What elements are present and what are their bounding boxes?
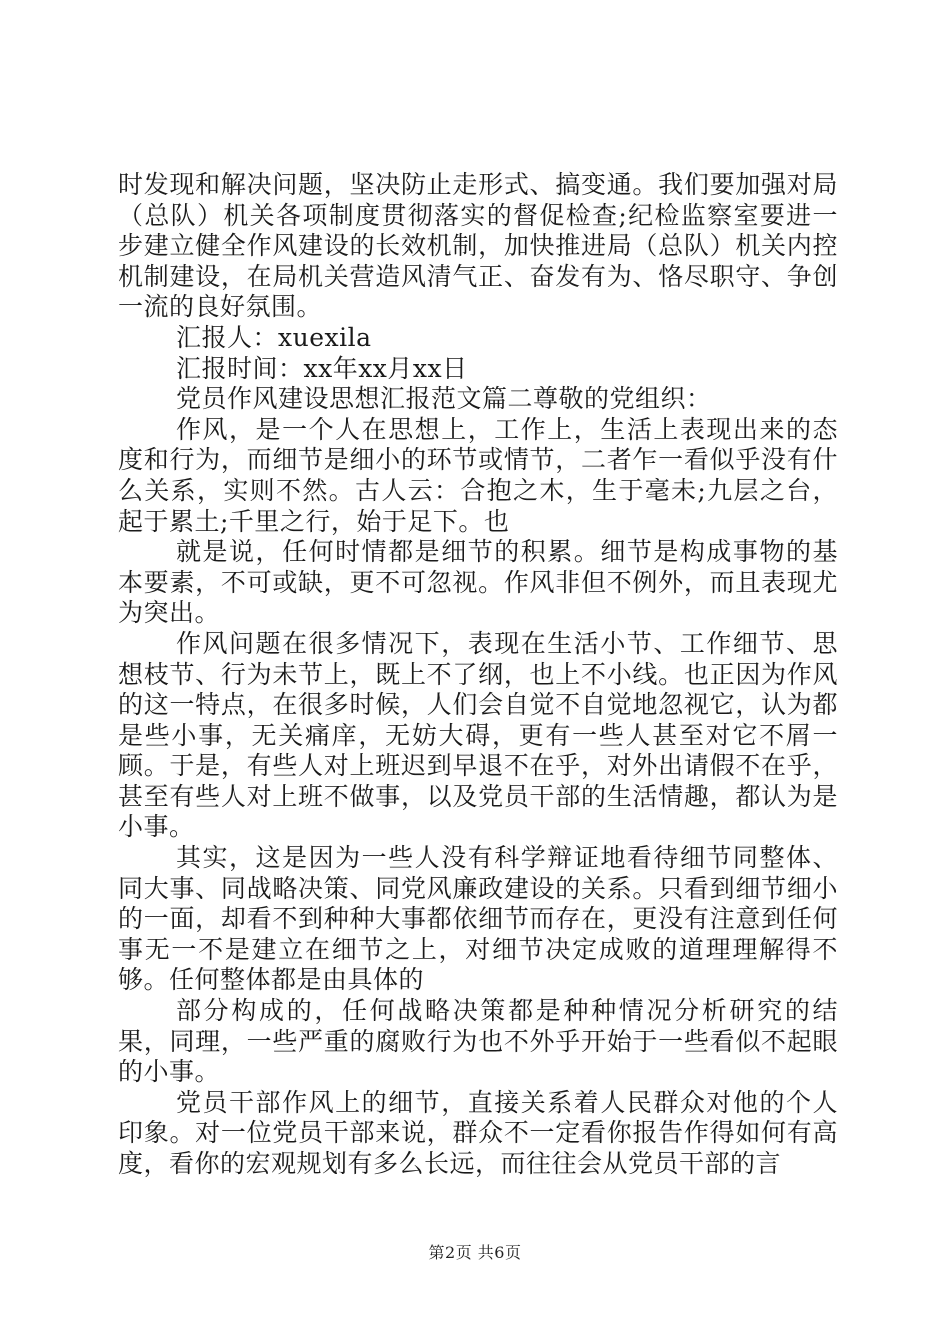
page-number-footer: 第2页 共6页: [428, 1243, 522, 1262]
paragraph: 就是说，任何时情都是细节的积累。细节是构成事物的基本要素，不可或缺，更不可忽视。作风非但不例外，而且表现尤为突出。: [118, 537, 838, 628]
paragraph: 作风问题在很多情况下，表现在生活小节、工作细节、思想枝节、行为未节上，既上不了纲，也上不小线。也正因为作风的这一特点，在很多时候，人们会自觉不自觉地忽视它，认为都是些小事，无关痛庠，无妨大碍，更有一些人甚至对它不屑一顾。于是，有些人对上班迟到早退不在乎，对外出请假不在乎，甚至有些人对上班不做事，以及党员干部的生活情趣，都认为是小事。: [118, 628, 838, 842]
paragraph: 作风，是一个人在思想上，工作上，生活上表现出来的态度和行为，而细节是细小的环节或情节，二者乍一看似乎没有什么关系，实则不然。古人云：合抱之木，生于毫未;九层之台，起于累土;千里之行，始于足下。也: [118, 414, 838, 536]
paragraph: 其实，这是因为一些人没有科学辩证地看待细节同整体、同大事、同战略决策、同党风廉政建设的关系。只看到细节细小的一面，却看不到种种大事都依细节而存在，更没有注意到任何事无一不是建立在细节之上，对细节决定成败的道理理解得不够。任何整体都是由具体的: [118, 843, 838, 995]
document-body: [118, 170, 838, 1180]
reporter-line: 汇报人：xuexila: [176, 322, 372, 352]
report-date-line: 汇报时间：xx年xx月xx日: [176, 353, 468, 383]
paragraph: 党员干部作风上的细节，直接关系着人民群众对他的个人印象。对一位党员干部来说，群众不一定看你报告作得如何有高度，看你的宏观规划有多么长远，而往往会从党员干部的言: [118, 1087, 838, 1178]
paragraph: 时发现和解决问题，坚决防止走形式、搞变通。我们要加强对局（总队）机关各项制度贯彻落实的督促检查;纪检监察室要进一步建立健全作风建设的长效机制，加快推进局（总队）机关内控机制建设，在局机关营造风清气正、奋发有为、恪尽职守、争创一流的良好氛围。: [118, 170, 838, 322]
section-heading: 党员作风建设思想汇报范文篇二尊敬的党组织：: [176, 384, 712, 414]
paragraph: 部分构成的，任何战略决策都是种种情况分析研究的结果，同理，一些严重的腐败行为也不外乎开始于一些看似不起眼的小事。: [118, 996, 838, 1087]
